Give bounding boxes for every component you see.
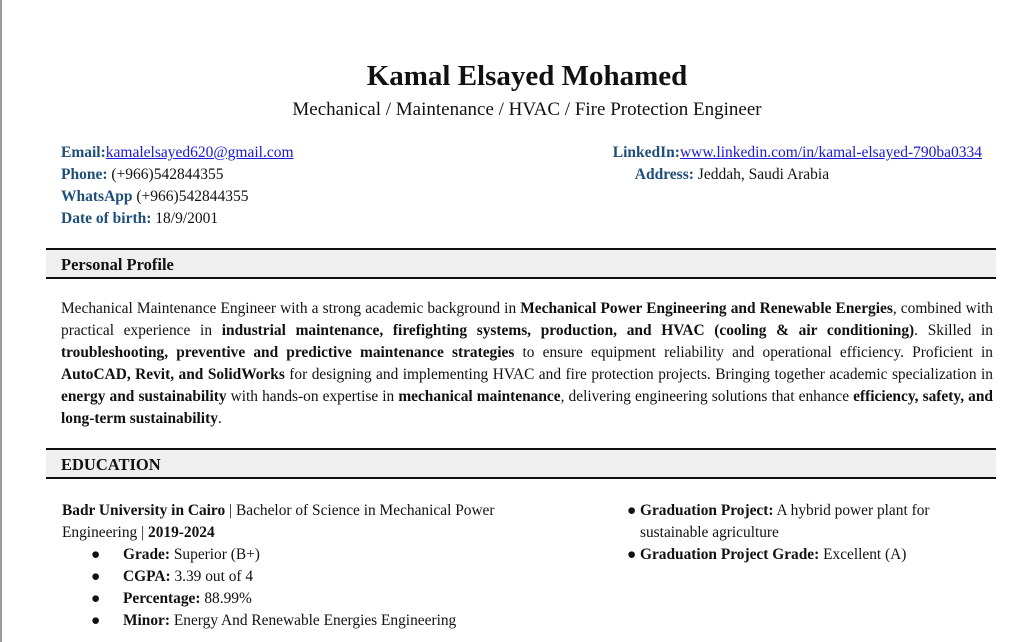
whatsapp-row — [61, 186, 294, 208]
project-value: A hybrid power plant for sustainable agriculture — [640, 502, 930, 541]
page-edge-rule — [0, 0, 2, 642]
education-project-block — [627, 500, 987, 566]
contact-left — [61, 142, 294, 230]
detail-label: Grade: — [123, 546, 171, 563]
project-label: Graduation Project: — [640, 502, 774, 519]
bullet-icon: ● — [91, 590, 101, 607]
profile-text-segment: , delivering engineering solutions that enhance — [560, 388, 854, 405]
project-value: Excellent (A) — [819, 546, 907, 563]
degree-line — [62, 500, 502, 544]
profile-text-segment: . Skilled in — [914, 322, 994, 339]
bullet-icon: ● — [91, 568, 101, 585]
separator: | — [225, 502, 236, 519]
linkedin-link[interactable]: www.linkedin.com/in/kamal-elsayed-790ba0334 — [679, 144, 982, 161]
profile-highlight: efficiency, safety, and long-term sustainability — [61, 388, 993, 427]
linkedin-label: LinkedIn: — [612, 144, 680, 161]
list-item — [62, 610, 502, 632]
project-list — [627, 500, 987, 566]
bullet-icon: ● — [627, 502, 637, 519]
profile-text-segment: to ensure equipment reliability and operational efficiency. Proficient in — [514, 344, 993, 361]
list-item — [62, 566, 502, 588]
profile-highlight: troubleshooting, preventive and predictive maintenance strategies — [61, 344, 515, 361]
education-degree-block — [62, 500, 502, 632]
address-value: Jeddah, Saudi Arabia — [693, 166, 830, 183]
dob-value: 18/9/2001 — [151, 210, 219, 227]
detail-value: 88.99% — [200, 590, 252, 607]
profile-highlight: industrial maintenance, firefighting systems, production, and HVAC (cooling & air conditioning) — [221, 322, 915, 339]
degree-details-list — [62, 544, 502, 632]
list-item — [627, 500, 987, 544]
candidate-name: Kamal Elsayed Mohamed — [366, 60, 688, 92]
phone-label: Phone: — [61, 166, 108, 183]
contact-right — [613, 142, 982, 186]
linkedin-row — [613, 142, 982, 164]
section-header-profile — [46, 248, 996, 279]
whatsapp-label: WhatsApp — [61, 188, 133, 205]
detail-value: Energy And Renewable Energies Engineering — [170, 612, 457, 629]
section-header-education — [46, 448, 996, 479]
profile-text-segment: for designing and implementing HVAC and fire protection projects. Bringing together academic specialization in — [284, 366, 993, 383]
email-link[interactable]: kamalelsayed620@gmail.com — [105, 144, 294, 161]
bullet-icon: ● — [91, 546, 101, 563]
whatsapp-value: (+966)542844355 — [132, 188, 249, 205]
list-item — [62, 588, 502, 610]
profile-highlight: Mechanical Power Engineering and Renewable Energies — [520, 300, 893, 317]
section-title-education: EDUCATION — [61, 455, 161, 474]
dob-label: Date of birth: — [61, 210, 152, 227]
detail-label: Percentage: — [123, 590, 201, 607]
degree-years: 2019-2024 — [148, 524, 215, 541]
degree-name: Bachelor of Science in Mechanical Power Engineering — [62, 502, 495, 541]
profile-text-segment: , combined with practical experience in — [61, 300, 993, 339]
detail-label: Minor: — [123, 612, 171, 629]
detail-value: Superior (B+) — [170, 546, 260, 563]
email-row — [61, 142, 294, 164]
email-label: Email: — [61, 144, 106, 161]
project-label: Graduation Project Grade: — [640, 546, 820, 563]
profile-highlight: mechanical maintenance — [398, 388, 561, 405]
university-name: Badr University in Cairo — [62, 502, 226, 519]
detail-value: 3.39 out of 4 — [170, 568, 254, 585]
phone-row — [61, 164, 294, 186]
list-item — [62, 544, 502, 566]
address-label: Address: — [634, 166, 694, 183]
profile-highlight: energy and sustainability — [61, 388, 227, 405]
profile-paragraph — [61, 298, 993, 430]
address-row — [613, 164, 982, 186]
profile-text-segment: . — [217, 410, 222, 427]
separator: | — [137, 524, 148, 541]
list-item — [627, 544, 987, 566]
profile-text-segment: Mechanical Maintenance Engineer with a strong academic background in — [61, 300, 521, 317]
dob-row — [61, 208, 294, 230]
bullet-icon: ● — [91, 612, 101, 629]
candidate-title: Mechanical / Maintenance / HVAC / Fire Protection Engineer — [292, 99, 762, 120]
bullet-icon: ● — [627, 546, 637, 563]
profile-highlight: AutoCAD, Revit, and SolidWorks — [61, 366, 285, 383]
section-title-profile: Personal Profile — [61, 255, 174, 274]
detail-label: CGPA: — [123, 568, 171, 585]
phone-value: (+966)542844355 — [107, 166, 224, 183]
profile-text-segment: with hands-on expertise in — [226, 388, 399, 405]
